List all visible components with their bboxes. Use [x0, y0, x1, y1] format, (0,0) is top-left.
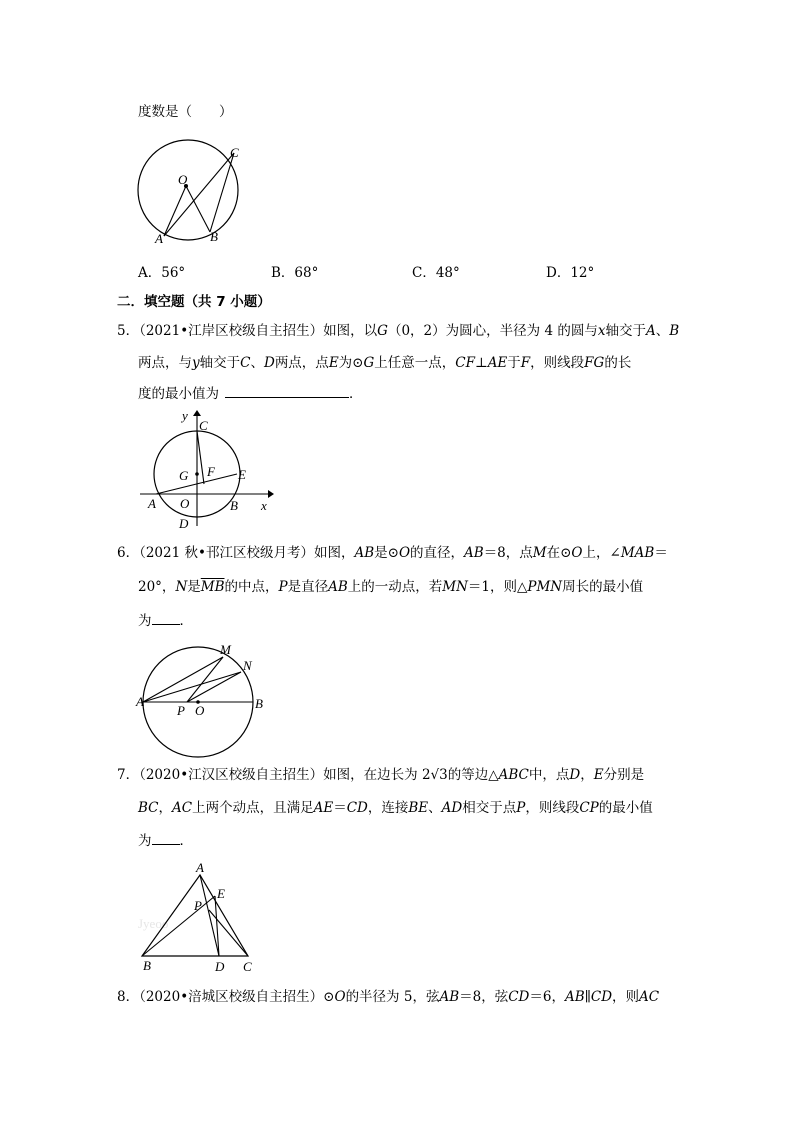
q4-choice-d: D．12°	[546, 265, 595, 281]
q7-watermark: Jyeoo	[138, 916, 169, 931]
q6-label-n: N	[243, 658, 252, 673]
q7-sqrt: √3	[430, 767, 448, 783]
q5-label-g: G	[179, 468, 189, 483]
q4-choice-a: A．56°	[138, 265, 186, 281]
q4-choice-c: C．48°	[412, 265, 460, 281]
q4-choice-b: B．68°	[271, 265, 319, 281]
q6-label-p: P	[177, 703, 185, 718]
q5-label-a: A	[148, 496, 156, 511]
q6-label-m: M	[220, 642, 231, 657]
q6-label-a: A	[136, 694, 144, 709]
q5-label-d: D	[179, 516, 189, 531]
q7-figure	[135, 860, 265, 975]
q5-line2: 两点，与y轴交于C、D两点，点E为⊙G上任意一点，CF⊥AE于F，则线段FG的长	[138, 355, 632, 371]
q6-answer-blank[interactable]	[152, 612, 180, 625]
q8-line1: 8．（2020•涪城区校级自主招生）⊙O的半径为 5，弦AB＝8，弦CD＝6，AB∥CD，则AC	[117, 989, 660, 1005]
q7-label-p: P	[194, 898, 202, 913]
q6-line2: 20°，N是$\overline{MB}$的中点，P是直径AB上的一动点，若MN＝1，则△PMN周长的最小值	[138, 579, 644, 595]
q7-line3: 为 ．	[138, 833, 193, 849]
q4-label-c: C	[230, 145, 239, 160]
q6-label-o: O	[195, 703, 205, 718]
q6-line1: 6．（2021 秋•邗江区校级月考）如图，AB是⊙O的直径，AB＝8，点M在⊙O上，∠MAB＝	[117, 545, 668, 561]
q4-label-b: B	[210, 229, 218, 244]
q7-label-d: D	[215, 959, 225, 974]
q7-answer-blank[interactable]	[152, 832, 180, 845]
q5-label-e: E	[238, 467, 246, 482]
q5-answer-blank[interactable]	[225, 385, 349, 398]
q5-line1: 5．（2021•江岸区校级自主招生）如图，以G（0，2）为圆心，半径为 4 的圆与x轴交于A、B	[117, 323, 680, 339]
q4-figure	[130, 140, 250, 250]
q5-label-b: B	[230, 498, 238, 513]
q4-stem-tail: 度数是（ ）	[138, 104, 233, 120]
q7-label-c: C	[243, 959, 252, 974]
q5-figure	[140, 408, 280, 531]
q7-label-e: E	[217, 886, 225, 901]
q5-label-x: x	[261, 498, 267, 513]
q6-arc-mb: $\overline{MB}$	[200, 579, 225, 595]
q5-label-c: C	[199, 418, 208, 433]
section-title: 二．填空题（共 7 小题）	[117, 294, 271, 310]
q7-line2: BC，AC上两个动点，且满足AE＝CD，连接BE、AD相交于点P，则线段CP的最小值	[138, 800, 653, 816]
q5-line3: 度的最小值为 ．	[138, 386, 363, 402]
q5-label-f: F	[207, 464, 215, 479]
q5-label-o: O	[180, 496, 190, 511]
q6-line3: 为 ．	[138, 613, 193, 629]
q6-label-b: B	[255, 696, 263, 711]
q4-label-a: A	[155, 231, 163, 246]
q5-label-y: y	[182, 408, 188, 423]
q4-label-o: O	[178, 172, 188, 187]
q6-figure	[135, 640, 270, 755]
q7-label-a: A	[196, 860, 204, 875]
q7-line1: 7．（2020•江汉区校级自主招生）如图，在边长为 2√3的等边△ABC中，点D，E分别是	[117, 767, 645, 783]
q7-label-b: B	[143, 958, 151, 973]
